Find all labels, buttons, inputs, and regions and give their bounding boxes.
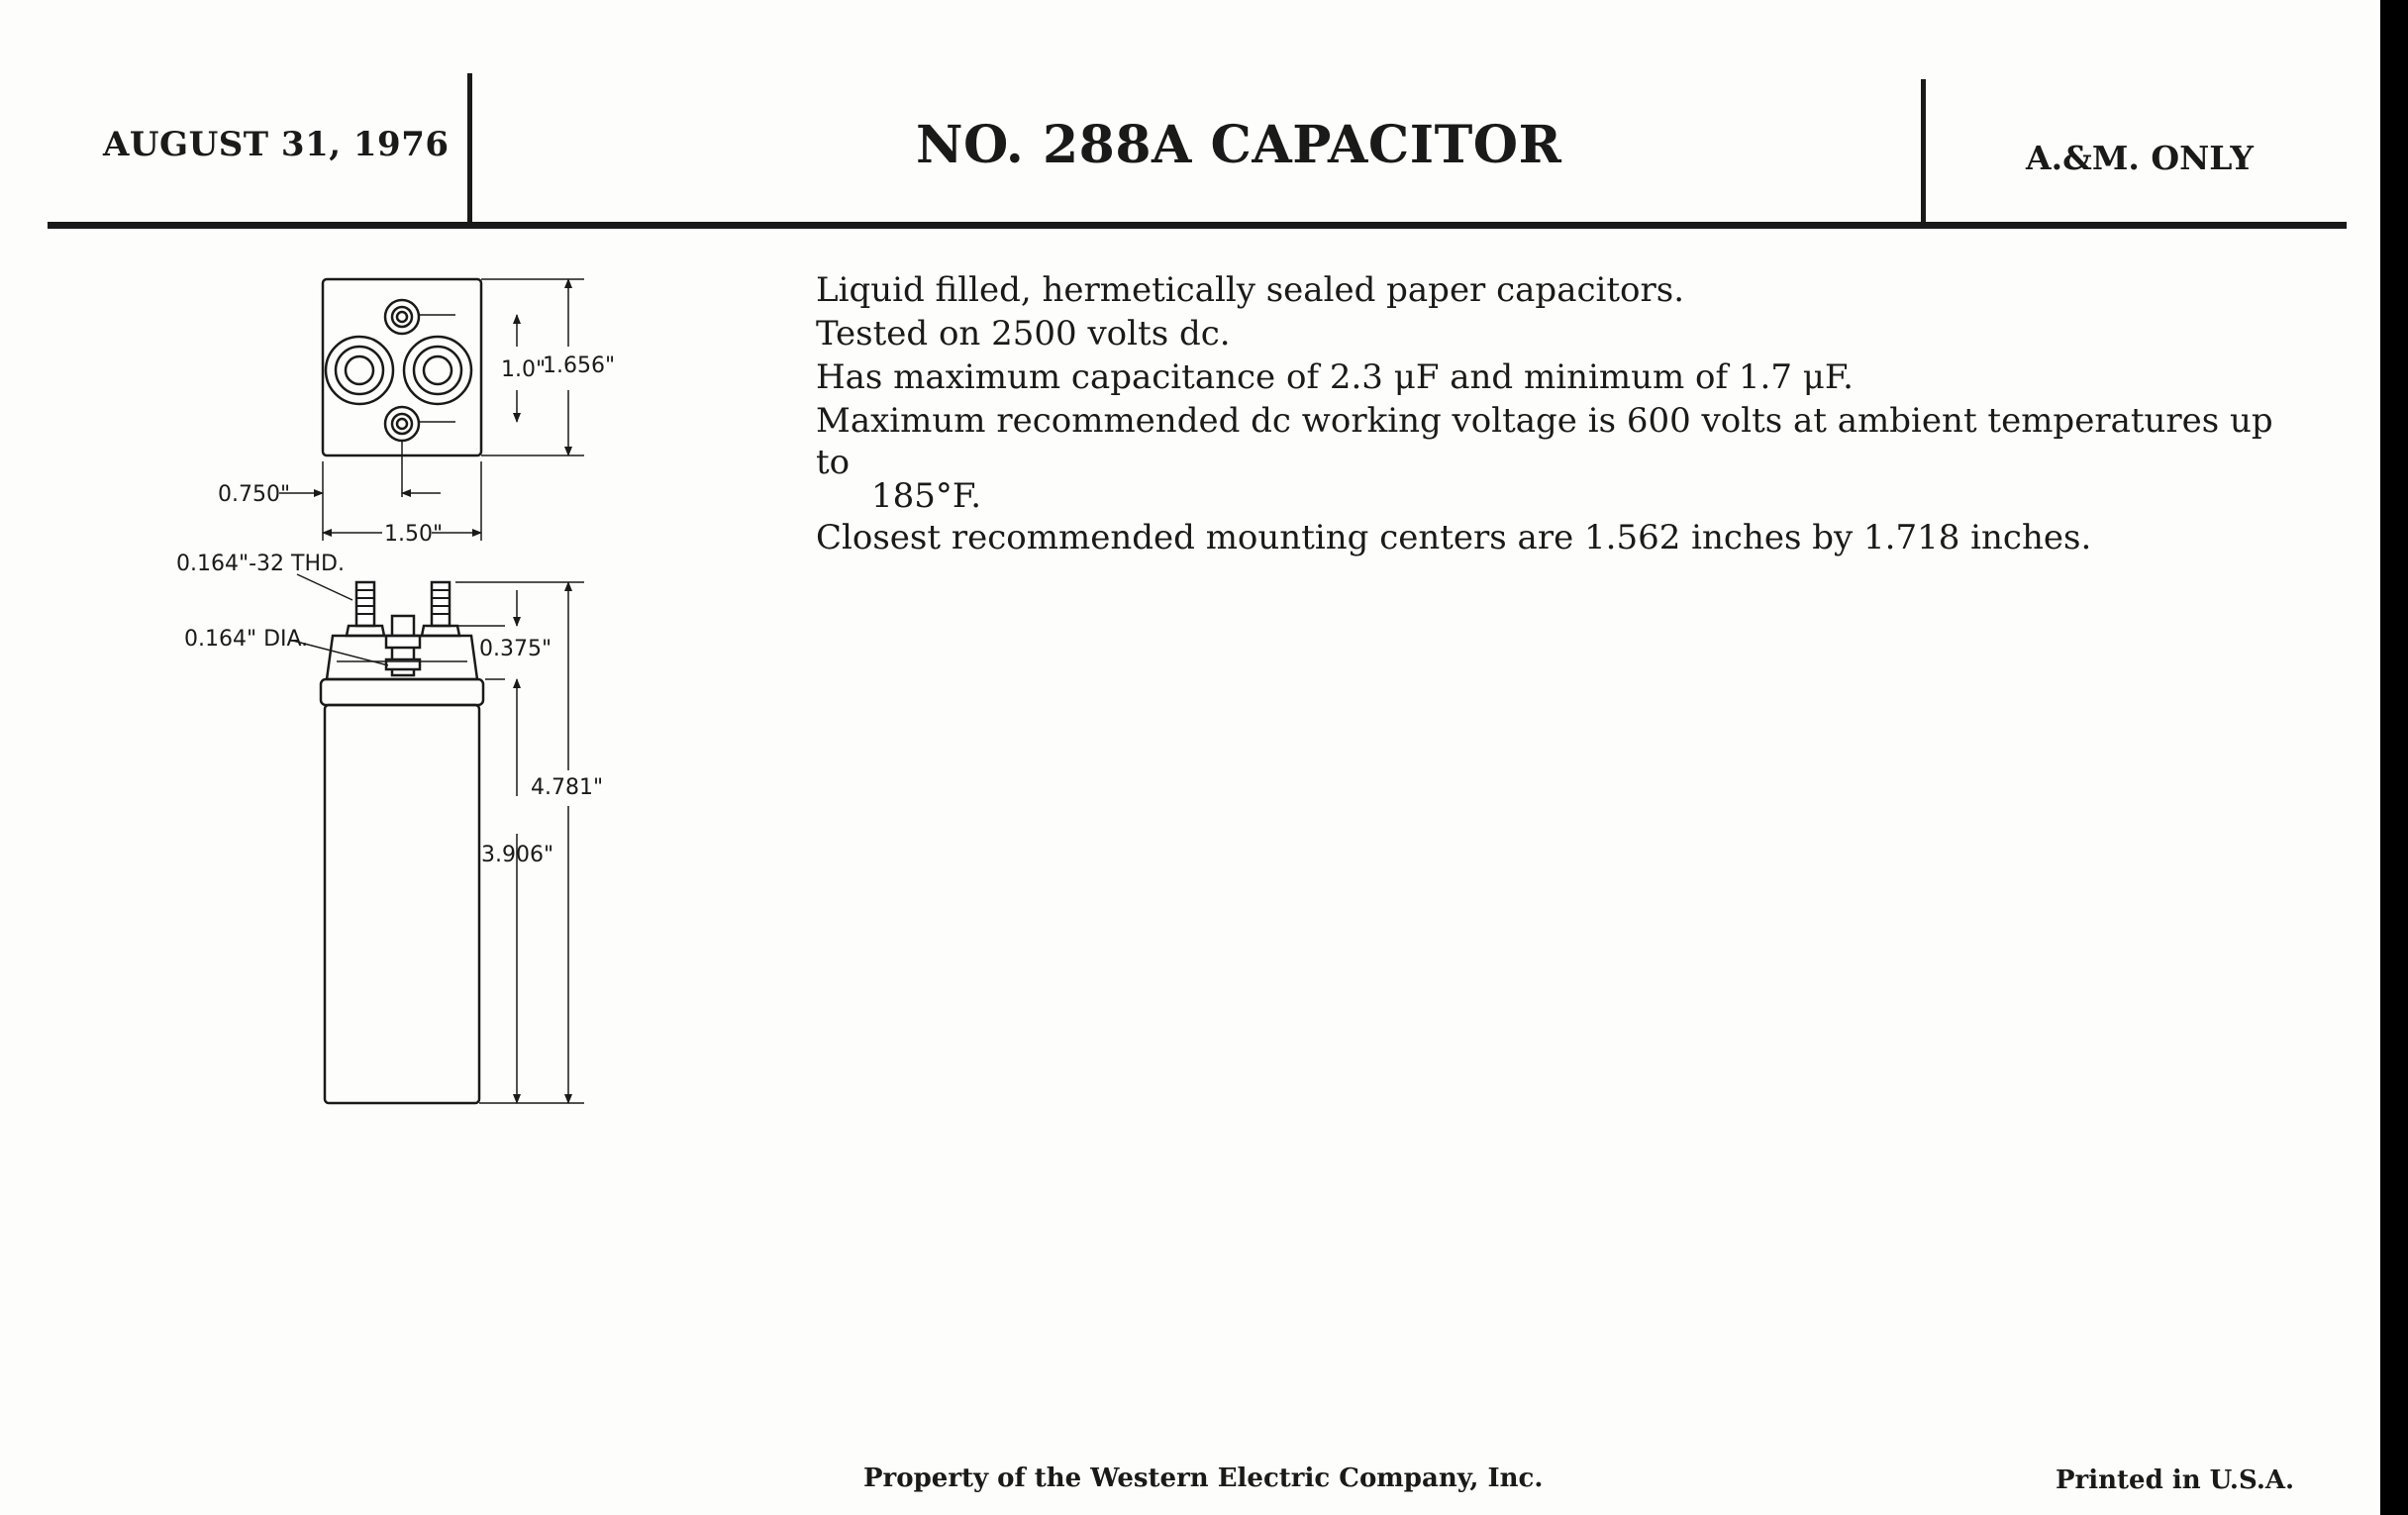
top-view [279, 279, 584, 541]
dim-stud-dia-label: 0.164" DIA. [184, 627, 309, 652]
dim-top-depth-label: 1.656" [543, 354, 616, 378]
header-divider-left [467, 73, 472, 222]
print-notice: Printed in U.S.A. [2056, 1465, 2295, 1495]
capacitor-drawing [158, 267, 616, 1109]
issue-date: AUGUST 31, 1976 [103, 125, 450, 164]
dim-thread-label: 0.164"-32 THD. [176, 552, 345, 576]
dim-terminal-height-label: 0.375" [479, 637, 552, 661]
spec-line-mounting: Closest recommended mounting centers are 1.562 inches by 1.718 inches. [816, 518, 2092, 557]
spec-line-working-voltage: Maximum recommended dc working voltage is 600 volts at ambient temperatures up to [816, 401, 2273, 482]
spec-description [816, 269, 2311, 560]
dim-can-height-label: 3.906" [481, 843, 554, 867]
spec-line-temperature: 185°F. [871, 476, 981, 516]
distribution-restriction: A.&M. ONLY [2026, 139, 2254, 177]
header-rule [48, 222, 2347, 229]
property-notice: Property of the Western Electric Company, Inc. [863, 1464, 1544, 1493]
spec-line-capacitance: Has maximum capacitance of 2.3 μF and minimum of 1.7 μF. [816, 357, 1854, 397]
page-title: NO. 288A CAPACITOR [916, 115, 1562, 175]
dim-offset-label: 0.750" [218, 482, 291, 507]
dim-width-label: 1.50" [384, 522, 444, 547]
dim-terminal-spacing-label: 1.0" [501, 357, 547, 382]
spec-line-test-voltage: Tested on 2500 volts dc. [816, 314, 1231, 354]
spec-line-construction: Liquid filled, hermetically sealed paper capacitors. [816, 270, 1685, 310]
header-divider-right [1921, 79, 1926, 226]
dim-overall-height-label: 4.781" [531, 775, 604, 800]
